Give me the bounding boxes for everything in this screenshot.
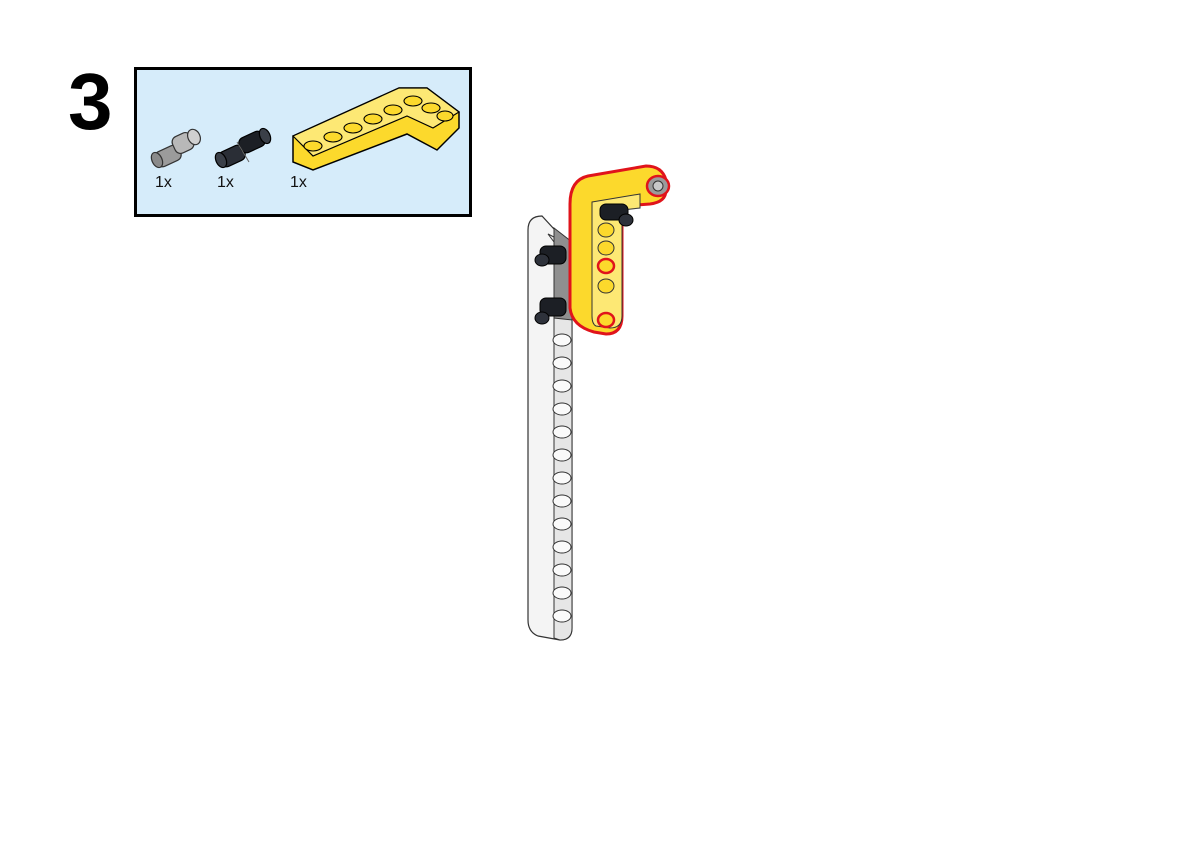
yellow-l-beam-icon <box>293 88 459 170</box>
step-number: 3 <box>68 57 113 146</box>
quantity-black-friction-pin: 1x <box>217 174 234 191</box>
parts-list-callout <box>134 67 472 217</box>
gray-axle-pin-icon <box>647 176 669 196</box>
black-friction-pin-icon <box>213 127 273 170</box>
quantity-yellow-l-beam: 1x <box>290 174 307 191</box>
assembly-illustration <box>510 150 690 650</box>
quantity-gray-axle-pin: 1x <box>155 174 172 191</box>
gray-axle-pin-icon <box>149 127 203 169</box>
